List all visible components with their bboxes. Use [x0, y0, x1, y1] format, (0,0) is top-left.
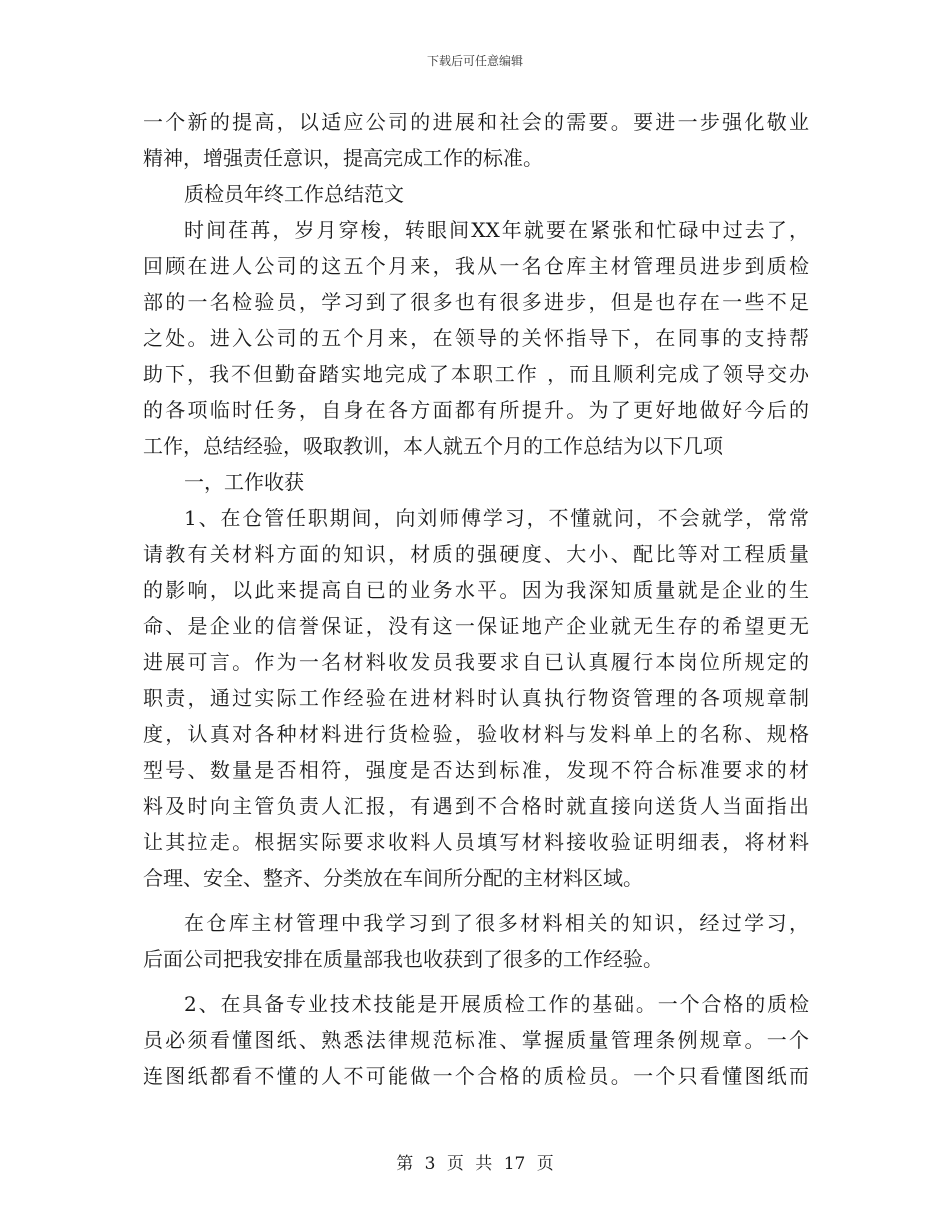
- page-header: 下载后可任意编辑: [426, 54, 523, 68]
- body-line: 部的一名检验员，学习到了很多也有很多进步，但是也存在一些不足: [143, 290, 809, 314]
- body-line: 2、在具备专业技术技能是开展质检工作的基础。一个合格的质检: [184, 992, 809, 1016]
- document-body: [143, 104, 809, 1094]
- body-line: 一个新的提高，以适应公司的进展和社会的需要。要进一步强化敬业: [143, 110, 809, 134]
- body-line: 时间荏苒，岁月穿梭，转眼间XX年就要在紧张和忙碌中过去了，: [184, 218, 809, 242]
- body-line: 回顾在进人公司的这五个月来，我从一名仓库主材管理员进步到质检: [143, 254, 809, 278]
- paragraph-gap: [143, 896, 809, 905]
- paragraph-gap: [143, 977, 809, 986]
- page-number: 第 3 页 共 17 页: [396, 1154, 554, 1174]
- body-line: 请教有关材料方面的知识，材质的强硬度、大小、配比等对工程质量: [143, 542, 809, 566]
- body-line: 让其拉走。根据实际要求收料人员填写材料接收验证明细表，将材料: [143, 830, 809, 854]
- body-line: 型号、数量是否相符，强度是否达到标准，发现不符合标准要求的材: [143, 758, 809, 782]
- body-line: 工作，总结经验，吸取教训，本人就五个月的工作总结为以下几项: [143, 434, 723, 458]
- body-line: 进展可言。作为一名材料收发员我要求自已认真履行本岗位所规定的: [143, 650, 809, 674]
- body-line: 连图纸都看不懂的人不可能做一个合格的质检员。一个只看懂图纸而: [143, 1064, 809, 1088]
- subsection-title: 一，工作收获: [184, 470, 304, 494]
- body-line: 精神，增强责任意识，提高完成工作的标准。: [143, 146, 543, 170]
- body-line: 1、在仓管任职期间，向刘师傅学习，不懂就问，不会就学，常常: [184, 506, 809, 530]
- body-line: 合理、安全、整齐、分类放在车间所分配的主材料区域。: [143, 866, 643, 890]
- body-line: 的影响，以此来提高自已的业务水平。因为我深知质量就是企业的生: [143, 578, 809, 602]
- body-line: 职责，通过实际工作经验在进材料时认真执行物资管理的各项规章制: [143, 686, 809, 710]
- body-line: 料及时向主管负责人汇报，有遇到不合格时就直接向送货人当面指出: [143, 794, 809, 818]
- body-line: 助下，我不但勤奋踏实地完成了本职工作 ，而且顺利完成了领导交办: [143, 362, 809, 386]
- body-line: 度，认真对各种材料进行货检验，验收材料与发料单上的名称、规格: [143, 722, 809, 746]
- body-line: 之处。进入公司的五个月来，在领导的关怀指导下，在同事的支持帮: [143, 326, 809, 350]
- body-line: 在仓库主材管理中我学习到了很多材料相关的知识，经过学习，: [184, 911, 809, 935]
- body-line: 后面公司把我安排在质量部我也收获到了很多的工作经验。: [143, 947, 663, 971]
- body-line: 的各项临时任务，自身在各方面都有所提升。为了更好地做好今后的: [143, 398, 809, 422]
- section-title: 质检员年终工作总结范文: [184, 182, 404, 206]
- body-line: 员必须看懂图纸、熟悉法律规范标准、掌握质量管理条例规章。一个: [143, 1028, 809, 1052]
- body-line: 命、是企业的信誉保证，没有这一保证地产企业就无生存的希望更无: [143, 614, 809, 638]
